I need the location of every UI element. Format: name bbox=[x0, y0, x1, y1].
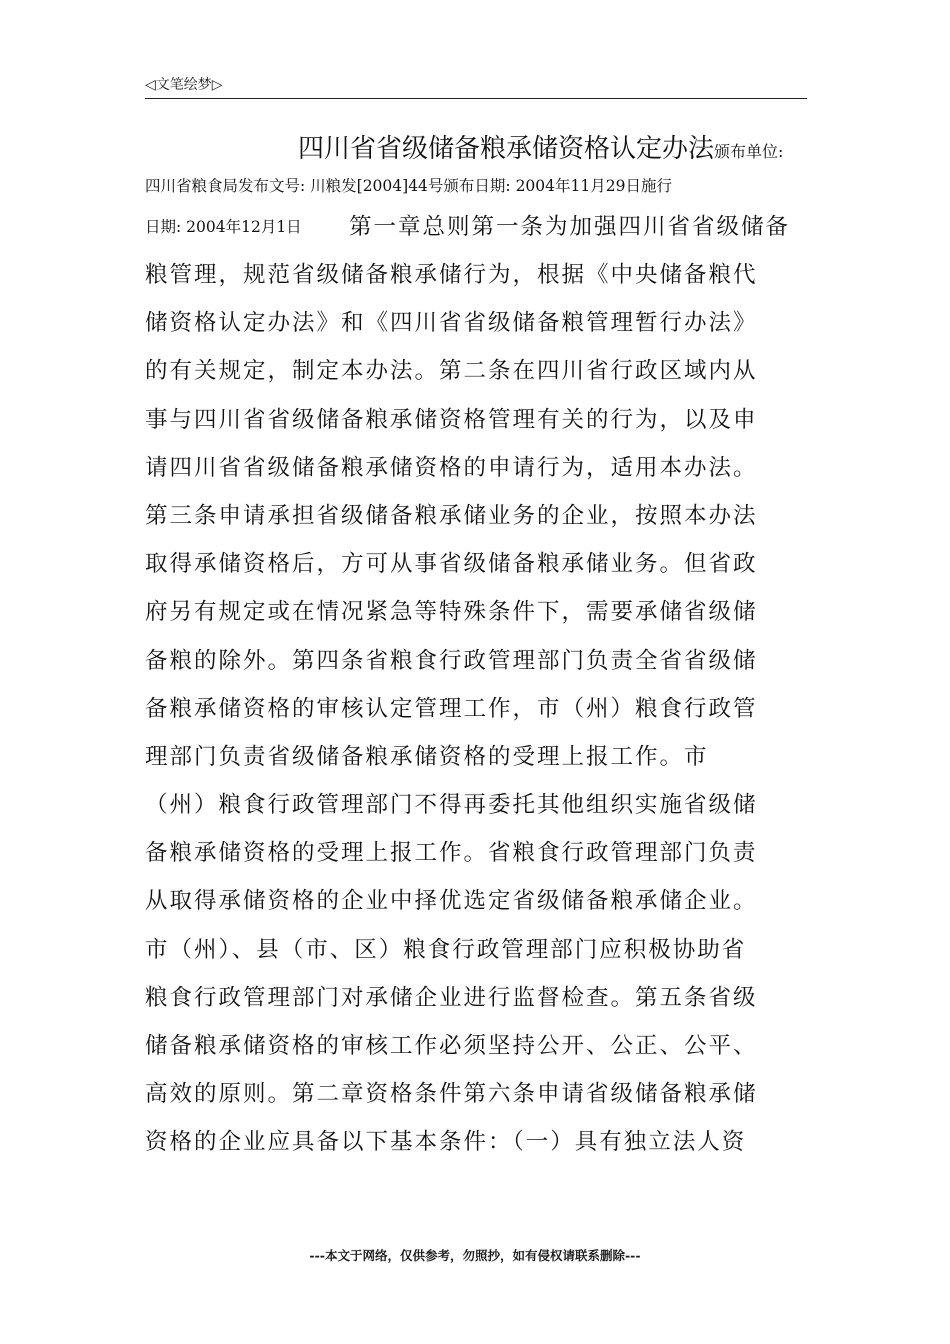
body-line: （州）粮食行政管理部门不得再委托其他组织实施省级储 bbox=[145, 792, 758, 819]
body-line: 高效的原则。第二章资格条件第六条申请省级储备粮承储 bbox=[145, 1081, 758, 1108]
header-brand: ◁文笔绘梦▷ bbox=[145, 77, 223, 93]
body-line: 第三条申请承担省级储备粮承储业务的企业，按照本办法 bbox=[145, 502, 758, 529]
body-line: 的有关规定，制定本办法。第二条在四川省行政区域内从 bbox=[145, 358, 758, 385]
document-title-line bbox=[298, 134, 818, 167]
body-line: 备粮承储资格的审核认定管理工作，市（州）粮食行政管 bbox=[145, 695, 758, 722]
body-text bbox=[145, 258, 825, 1174]
body-line: 备粮的除外。第四条省粮食行政管理部门负责全省省级储 bbox=[145, 647, 758, 674]
body-line: 市（州）、县（市、区）粮食行政管理部门应积极协助省 bbox=[145, 936, 747, 963]
document-meta-line: 四川省粮食局发布文号: 川粮发[2004]44号颁布日期: 2004年11月29日施行 bbox=[145, 177, 672, 195]
document-title: 四川省省级储备粮承储资格认定办法 bbox=[298, 134, 715, 164]
body-line: 储资格认定办法》和《四川省省级储备粮管理暂行办法》 bbox=[145, 310, 758, 337]
body-line: 从取得承储资格的企业中择优选定省级储备粮承储企业。 bbox=[145, 888, 758, 915]
body-line: 府另有规定或在情况紧急等特殊条件下，需要承储省级储 bbox=[145, 599, 758, 626]
body-line: 粮管理，规范省级储备粮承储行为，根据《中央储备粮代 bbox=[145, 262, 758, 288]
body-line: 资格的企业应具备以下基本条件：（一）具有独立法人资 bbox=[145, 1129, 747, 1156]
body-line: 储备粮承储资格的审核工作必须坚持公开、公正、公平、 bbox=[145, 1033, 758, 1059]
body-line: 事与四川省省级储备粮承储资格管理有关的行为，以及申 bbox=[145, 406, 758, 433]
document-effective-date: 日期: 2004年12月1日 bbox=[145, 218, 302, 236]
body-line: 理部门负责省级储备粮承储资格的受理上报工作。市 bbox=[145, 743, 709, 770]
footer-notice: ---本文于网络，仅供参考，勿照抄，如有侵权请联系删除--- bbox=[309, 1248, 641, 1263]
body-line: 备粮承储资格的受理上报工作。省粮食行政管理部门负责 bbox=[145, 840, 758, 867]
body-line: 请四川省省级储备粮承储资格的申请行为，适用本办法。 bbox=[145, 454, 758, 481]
body-line: 粮食行政管理部门对承储企业进行监督检查。第五条省级 bbox=[145, 984, 758, 1011]
body-first-line: 第一章总则第一条为加强四川省省级储备 bbox=[349, 214, 791, 240]
body-line: 取得承储资格后，方可从事省级储备粮承储业务。但省政 bbox=[145, 551, 758, 578]
issuer-label: 颁布单位: bbox=[714, 142, 784, 161]
page-header bbox=[145, 76, 807, 99]
